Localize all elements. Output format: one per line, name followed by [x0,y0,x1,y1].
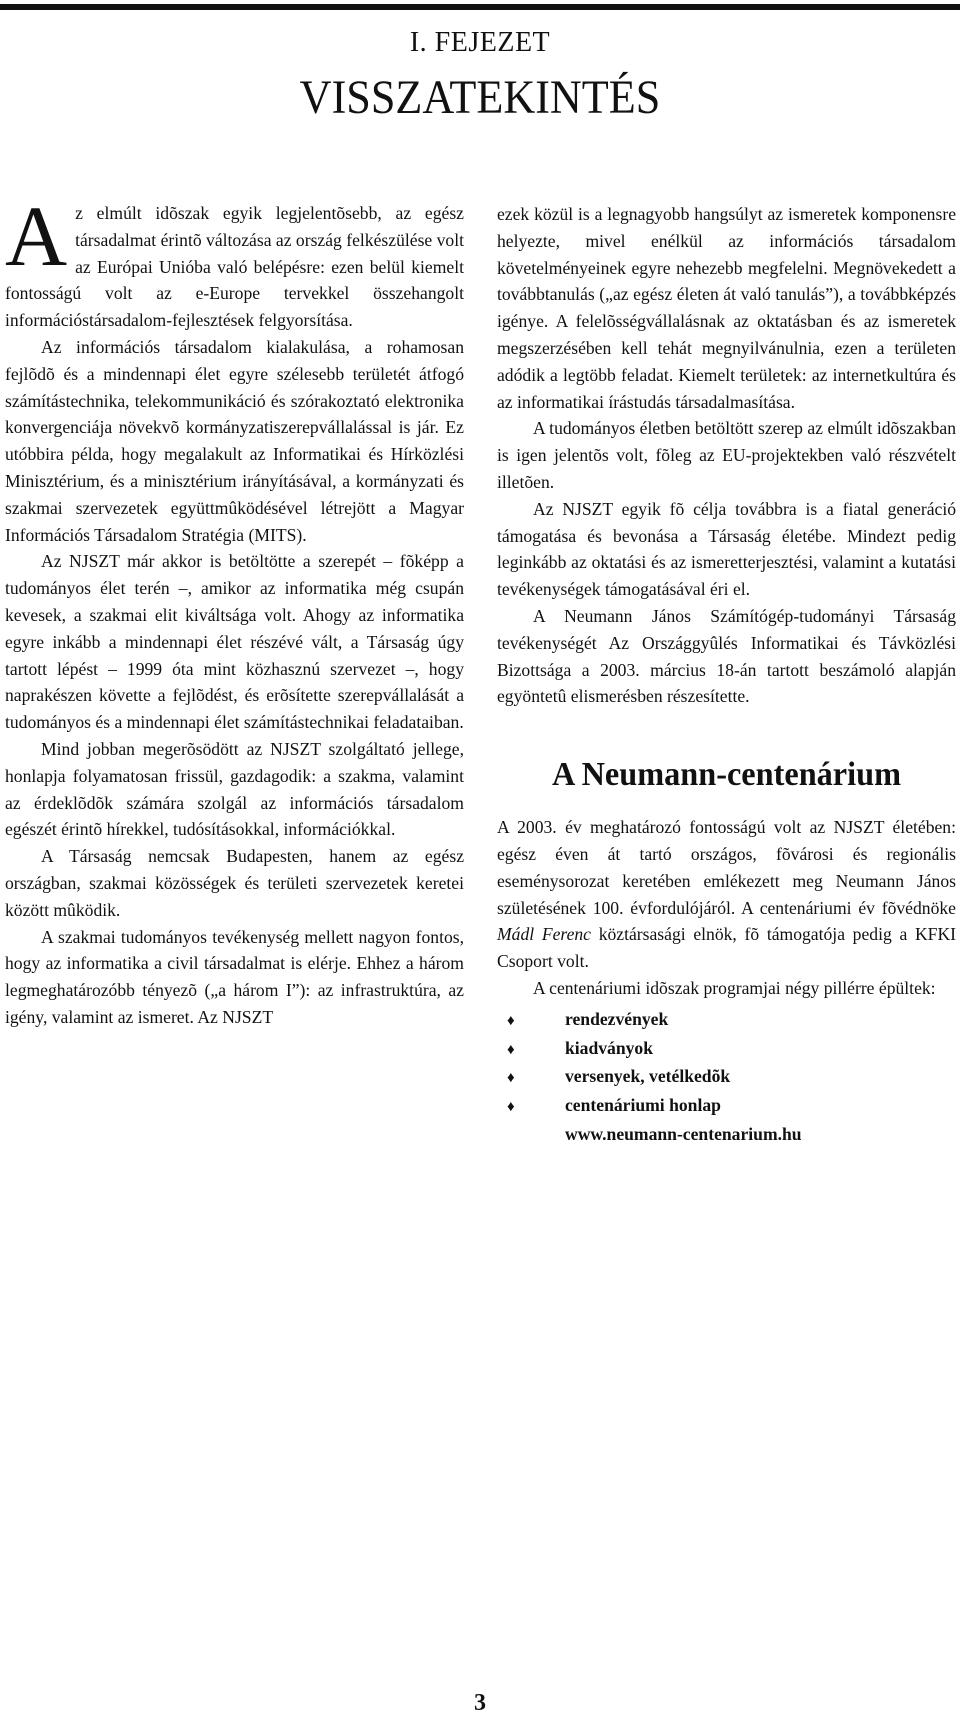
website-url: www.neumann-centenarium.hu [565,1123,802,1144]
diamond-bullet-icon: ♦ [507,1099,515,1116]
pillar-label: centenáriumi honlap [565,1095,721,1116]
page-number: 3 [474,1690,486,1716]
diamond-bullet-icon: ♦ [507,1012,515,1029]
list-item [507,1006,956,1035]
paragraph: Az NJSZT egyik fõ célja továbbra is a fiatal generáció támogatása és bevonása a Társaság életébe. Mindezt pedig leginkább az oktatási és az ismeretterjesztési, valamint a kutatási tevékenységek támogatásával éri el. [497,498,956,600]
diamond-bullet-icon: ♦ [507,1041,515,1058]
paragraph: A szakmai tudományos tevékenység mellett nagyon fontos, hogy az informatika a civil társadalmat is elérje. Ehhez a három legmeghatározóbb tényezõ („a három I”): az infrastruktúra, az igény, valamint az ismeret. Az NJSZT [5,926,464,1027]
paragraph: Az információs társadalom kialakulása, a rohamosan fejlõdõ és a mindennapi élet egyre szélesebb területét átfogó számítástechnika, telekommunikáció és szórakoztató elektronika konvergenciája növekvõ kormányzatiszerepvállalással is jár. Ez utóbbira példa, hogy megalakult az Informatikai és Hírközlési Minisztérium, és a minisztérium irányításával, a kormányzati és szakmai szervezetek együttmûködésével létrejött a Magyar Információs Társadalom Stratégia (MITS). [5,336,464,545]
section-heading: A Neumann-centenárium [551,756,902,794]
left-column [5,188,464,1031]
drop-cap: A [5,188,68,284]
right-column [497,201,956,1148]
paragraph: A Neumann János Számítógép-tudományi Társaság tevékenységét Az Országgyûlés Informatikai és Távközlési Bizottsága a 2003. március 18-án tartott beszámoló alapján egyöntetû elismerésben részesítette. [497,605,956,707]
top-rule [0,4,960,10]
list-item [507,1063,956,1092]
paragraph: A tudományos életben betöltött szerep az elmúlt idõszakban is igen jelentõs volt, fõleg az EU-projektekben való részvételt illetõen. [497,418,956,492]
paragraph: A Társaság nemcsak Budapesten, hanem az egész országban, szakmai közösségek és területi szervezetek keretei között mûködik. [5,846,464,920]
list-item [507,1035,956,1064]
list-item [507,1092,956,1121]
centenary-paragraph [497,814,956,975]
paragraph: Az NJSZT már akkor is betöltötte a szerepét – fõképp a tudományos élet terén –, amikor az informatika még csupán kevesek, a szakmai elit kiváltsága volt. Ahogy az informatika egyre inkább a mindennapi élet részévé vált, a Társaság úgy tartott lépést – 1999 óta mint közhasznú szervezet –, hogy naprakészen követte a fejlõdést, és erõsítette szerepvállalását a tudományos és a mindennapi élet számítástechnikai feladataiban. [5,551,464,733]
intro-text: z elmúlt idõszak egyik legjelentõsebb, az egész társadalmat érintõ változása az ország felkészülése volt az Európai Unióba való belépésre: ezen belül kiemelt fontosságú volt az e-Europe tervekkel összehangolt információstársadalom-fejlesztések felgyorsítása. [5,203,464,331]
chapter-title: VISSZATEKINTÉS [299,71,661,124]
centenary-text-end: köztársasági elnök, fõ támogatója pedig a KFKI Csoport volt. [497,924,957,972]
patron-name: Mádl Ferenc [497,924,591,945]
pillar-label: versenyek, vetélkedõk [565,1066,731,1087]
paragraph: Mind jobban megerõsödött az NJSZT szolgáltató jellege, honlapja folyamatosan frissül, gazdagodik: a szakma, valamint az érdeklõdõk számára szolgál az információs társadalom egészét érintõ hírekkel, tudósításokkal, információkkal. [5,738,464,840]
pillar-list [497,1006,956,1121]
paragraph: ezek közül is a legnagyobb hangsúlyt az ismeretek komponensre helyezte, mivel enélkül az információs társadalom követelményeinek egyre nehezebb megfelelni. Megnövekedett a továbbtanulás („az egész életen át való tanulás”), a továbbképzés igénye. A felelõsségvállalásnak az oktatásban és az ismeretek megszerzésében kell tehát megnyilvánulnia, ezen a területen adódik a legtöbb feladat. Kiemelt területek: az internetkultúra és az informatikai írástudás társadalmasítása. [497,204,956,412]
chapter-label: I. FEJEZET [409,27,551,58]
diamond-bullet-icon: ♦ [507,1070,515,1087]
pillar-label: kiadványok [565,1037,654,1058]
intro-paragraph [5,188,464,334]
centenary-text-start: A 2003. év meghatározó fontosságú volt az NJSZT életében: egész éven át tartó országos, fõvárosi és regionális eseménysorozat keretében emlékezett meg Neumann János születésének 100. évfordulójáról. A centenáriumi év fõvédnöke [497,817,956,918]
pillar-label: rendezvények [565,1008,669,1029]
paragraph: A centenáriumi idõszak programjai négy pillérre épültek: [533,977,936,998]
